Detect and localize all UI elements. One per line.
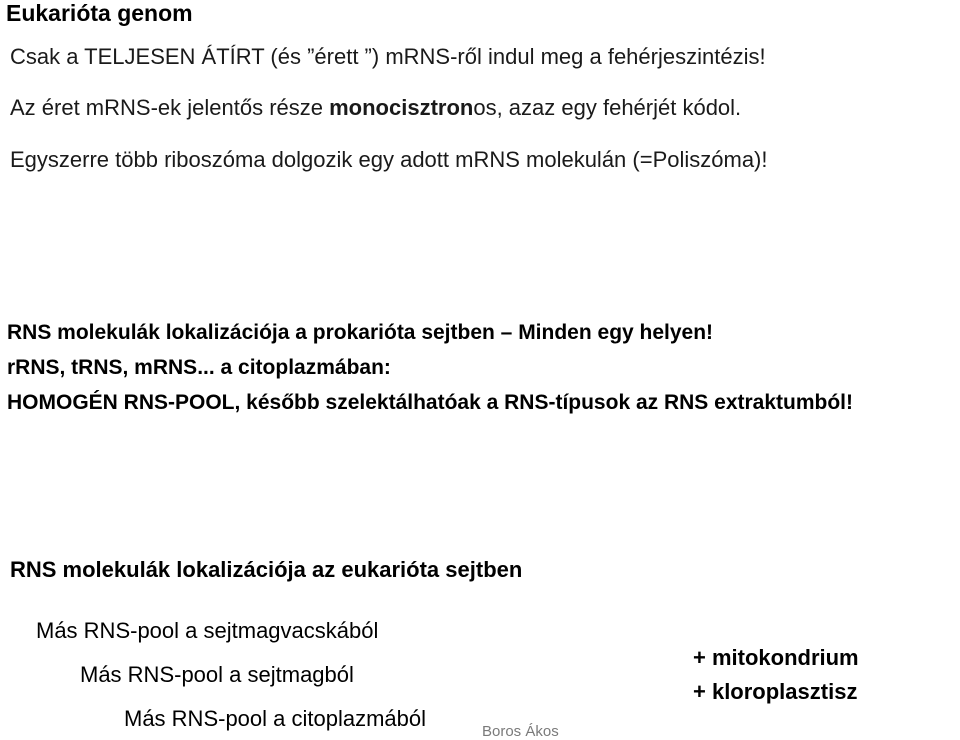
organelle-chloroplast-item: + kloroplasztisz xyxy=(693,679,858,704)
monocistronic-term: monocisztron xyxy=(329,95,474,120)
intro-line-full-transcript: Csak a TELJESEN ÁTÍRT (és ”érett ”) mRNS-ről indul meg a fehérjeszintézis! xyxy=(10,44,766,69)
pool-cytoplasm-item: Más RNS-pool a citoplazmából xyxy=(124,706,427,731)
author-credit: Boros Ákos xyxy=(482,723,559,740)
prokaryote-localization-line: RNS molekulák lokalizációja a prokarióta sejtben – Minden egy helyen! xyxy=(7,321,714,344)
intro-line-monocistronic-end: os, azaz egy fehérjét kódol. xyxy=(473,95,742,120)
intro-line-polysome: Egyszerre több riboszóma dolgozik egy adott mRNS molekulán (=Poliszóma)! xyxy=(10,147,768,172)
intro-line-monocistronic xyxy=(10,97,741,119)
pool-nucleus-item: Más RNS-pool a sejtmagból xyxy=(80,662,354,687)
prokaryote-homogeneous-pool-line: HOMOGÉN RNS-POOL, később szelektálhatóak a RNS-típusok az RNS extraktumból! xyxy=(7,391,853,414)
pool-nucleolus-item: Más RNS-pool a sejtmagvacskából xyxy=(36,618,379,643)
prokaryote-rna-types-line: rRNS, tRNS, mRNS... a citoplazmában: xyxy=(7,356,391,379)
slide-title: Eukarióta genom xyxy=(6,0,193,26)
organelle-mitochondrion-item: + mitokondrium xyxy=(693,645,859,670)
eukaryote-localization-heading: RNS molekulák lokalizációja az eukarióta sejtben xyxy=(10,557,523,582)
intro-line-monocistronic-start: Az éret mRNS-ek jelentős része xyxy=(10,95,330,120)
